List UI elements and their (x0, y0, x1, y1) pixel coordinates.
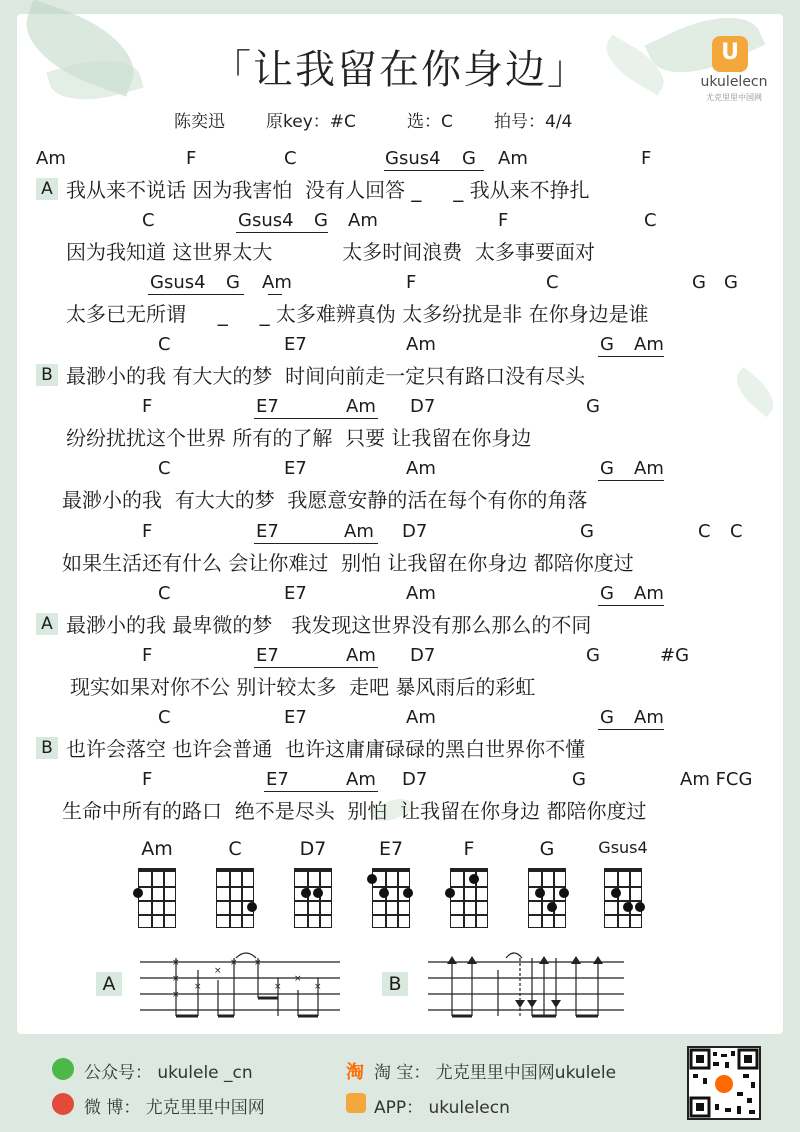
fret-line (529, 900, 565, 902)
finger-dot (635, 902, 645, 912)
finger-dot (559, 888, 569, 898)
svg-text:×: × (172, 974, 180, 984)
chord-label: Gsus4 (150, 272, 206, 293)
fret-line (605, 886, 641, 888)
chord-label: F (142, 396, 153, 417)
chord-underline (598, 480, 664, 481)
lyric-line: 最渺小的我 有大大的梦 时间向前走一定只有路口没有尽头 (66, 364, 586, 388)
chord-underline (598, 356, 664, 357)
weibo-icon (52, 1093, 74, 1115)
fret-line (451, 886, 487, 888)
finger-dot (469, 874, 479, 884)
brand-name: ukulelecn (700, 74, 768, 90)
chord-label: D7 (402, 769, 428, 790)
fret-line (373, 886, 409, 888)
chord-label: Am (406, 458, 436, 479)
svg-text:×: × (194, 982, 202, 992)
chord-diagram-g (528, 868, 566, 928)
chord-underline (254, 418, 378, 419)
fret-line (217, 900, 253, 902)
chord-underline (384, 170, 484, 171)
chord-label: Am (634, 334, 664, 355)
fret-line (217, 886, 253, 888)
fret-line (451, 900, 487, 902)
chord-label: G (724, 272, 738, 293)
chord-label: Am (498, 148, 528, 169)
chord-label: G (600, 583, 614, 604)
chord-diagram-name: C (228, 838, 242, 860)
chord-diagram-name: Am (141, 838, 173, 860)
chord-label: Am (346, 396, 376, 417)
taobao-store: 淘 宝： 尤克里里中国网ukulele (374, 1063, 617, 1083)
fret-line (139, 914, 175, 916)
chord-diagram-e7 (372, 868, 410, 928)
chord-label: E7 (284, 334, 307, 355)
chord-label: G (600, 458, 614, 479)
chord-label: C (730, 521, 743, 542)
lyric-line: 我从来不说话 因为我害怕 没有人回答 _ _ 我从来不挣扎 (66, 178, 590, 202)
chord-label: C (158, 458, 171, 479)
taobao-icon: 淘 (346, 1062, 364, 1083)
chord-label: G (580, 521, 594, 542)
chord-diagram-gsus4 (604, 868, 642, 928)
chord-label: F (498, 210, 509, 231)
lyric-line: 现实如果对你不公 别计较太多 走吧 暴风雨后的彩虹 (70, 675, 536, 699)
chord-label: Am (406, 707, 436, 728)
chord-label: Am (262, 272, 292, 293)
chord-label: C (158, 583, 171, 604)
chord-label: G (600, 334, 614, 355)
svg-text:×: × (214, 966, 222, 976)
fret-line (605, 914, 641, 916)
chord-label: Am (406, 583, 436, 604)
chord-label: F (641, 148, 652, 169)
fret-line (529, 886, 565, 888)
chord-diagram-name: F (463, 838, 475, 860)
chord-label: F (142, 521, 153, 542)
chord-label: Am (346, 769, 376, 790)
section-label: B (36, 364, 58, 386)
chord-label: Am (406, 334, 436, 355)
chord-label: C (142, 210, 155, 231)
chord-underline (598, 729, 664, 730)
fret-line (605, 900, 641, 902)
artist: 陈奕迅 (174, 112, 225, 132)
finger-dot (547, 902, 557, 912)
finger-dot (301, 888, 311, 898)
svg-text:×: × (314, 982, 322, 992)
lyric-line: 因为我知道 这世界太大 太多时间浪费 太多事要面对 (66, 240, 596, 264)
chord-diagram-f (450, 868, 488, 928)
brand-subtitle: 尤克里里中国网 (706, 93, 762, 102)
chord-label: D7 (410, 396, 436, 417)
logo-letter: U (721, 40, 739, 65)
chord-label: G (572, 769, 586, 790)
rhythm-label-b: B (382, 972, 408, 996)
fret-line (217, 914, 253, 916)
chord-label: #G (660, 645, 690, 666)
chord-underline (264, 791, 378, 792)
section-label: B (36, 737, 58, 759)
chord-label: G (314, 210, 328, 231)
rhythm-pattern-b (428, 950, 624, 1030)
chord-diagram-name: D7 (299, 838, 327, 860)
finger-dot (535, 888, 545, 898)
chord-label: G (586, 396, 600, 417)
chord-diagram-name: Gsus4 (598, 838, 648, 857)
svg-text:×: × (172, 958, 180, 968)
lyric-line: 也许会落空 也许会普通 也许这庸庸碌碌的黑白世界你不懂 (66, 737, 586, 761)
wechat-icon (52, 1058, 74, 1080)
chord-label: D7 (402, 521, 428, 542)
fret-line (373, 914, 409, 916)
chord-label: C (644, 210, 657, 231)
finger-dot (367, 874, 377, 884)
rhythm-pattern-a (140, 950, 340, 1030)
chord-label: C (158, 707, 171, 728)
original-key: 原key：#C (266, 112, 356, 132)
chord-underline (254, 543, 378, 544)
chord-label: E7 (256, 645, 279, 666)
svg-text:×: × (274, 982, 282, 992)
chord-label: E7 (256, 396, 279, 417)
chord-label: Am (344, 521, 374, 542)
finger-dot (133, 888, 143, 898)
fret-line (295, 900, 331, 902)
wechat-account: 公众号： ukulele _cn (84, 1063, 253, 1083)
svg-text:×: × (172, 990, 180, 1000)
weibo-account: 微 博： 尤克里里中国网 (84, 1098, 265, 1118)
chord-label: G (586, 645, 600, 666)
chord-label: Am (634, 707, 664, 728)
fret-line (295, 886, 331, 888)
chord-diagram-d7 (294, 868, 332, 928)
chord-diagram-am (138, 868, 176, 928)
chord-label: F (186, 148, 197, 169)
rhythm-label-a: A (96, 972, 122, 996)
finger-dot (445, 888, 455, 898)
finger-dot (611, 888, 621, 898)
chord-label: G (462, 148, 476, 169)
chord-label: F (142, 769, 153, 790)
chosen-key: 选：C (407, 112, 453, 132)
lyric-line: 如果生活还有什么 会让你难过 别怕 让我留在你身边 都陪你度过 (62, 551, 634, 575)
chord-diagram-name: E7 (378, 838, 404, 860)
chord-label: Am FCG (680, 769, 753, 790)
chord-underline (268, 294, 282, 295)
finger-dot (403, 888, 413, 898)
chord-label: G (226, 272, 240, 293)
app-icon (346, 1093, 366, 1113)
chord-underline (230, 294, 244, 295)
fret-line (529, 914, 565, 916)
fret-line (295, 914, 331, 916)
lyric-line: 最渺小的我 有大大的梦 我愿意安静的活在每个有你的角落 (62, 488, 588, 512)
chord-label: C (546, 272, 559, 293)
finger-dot (247, 902, 257, 912)
chord-label: D7 (410, 645, 436, 666)
time-signature: 拍号：4/4 (494, 112, 573, 132)
chord-label: C (698, 521, 711, 542)
chord-label: E7 (256, 521, 279, 542)
qr-code (687, 1046, 761, 1120)
chord-label: Am (634, 583, 664, 604)
chord-label: Am (348, 210, 378, 231)
chord-label: E7 (284, 707, 307, 728)
chord-label: Gsus4 (385, 148, 441, 169)
chord-label: F (142, 645, 153, 666)
svg-text:×: × (294, 974, 302, 984)
fret-line (139, 900, 175, 902)
chord-label: C (158, 334, 171, 355)
fret-line (373, 900, 409, 902)
chord-label: G (600, 707, 614, 728)
chord-label: Am (36, 148, 66, 169)
chord-underline (254, 667, 378, 668)
chord-diagram-c (216, 868, 254, 928)
section-label: A (36, 178, 58, 200)
chord-underline (598, 605, 664, 606)
chord-label: Am (634, 458, 664, 479)
lyric-line: 最渺小的我 最卑微的梦 我发现这世界没有那么那么的不同 (66, 613, 592, 637)
app-name: APP： ukulelecn (374, 1098, 510, 1118)
chord-label: Am (346, 645, 376, 666)
lyric-line: 太多已无所谓 _ _ 太多难辨真伪 太多纷扰是非 在你身边是谁 (66, 302, 649, 326)
song-title: 「让我留在你身边」 (211, 47, 589, 93)
fret-line (451, 914, 487, 916)
ukulelecn-logo (712, 36, 748, 72)
chord-underline (236, 232, 328, 233)
chord-label: F (406, 272, 417, 293)
finger-dot (379, 888, 389, 898)
chord-label: G (692, 272, 706, 293)
chord-label: E7 (284, 458, 307, 479)
lyric-line: 生命中所有的路口 绝不是尽头 别怕 让我留在你身边 都陪你度过 (62, 799, 647, 823)
lyric-line: 纷纷扰扰这个世界 所有的了解 只要 让我留在你身边 (66, 426, 532, 450)
chord-label: C (284, 148, 297, 169)
fret-line (139, 886, 175, 888)
chord-label: E7 (266, 769, 289, 790)
finger-dot (313, 888, 323, 898)
svg-text:×: × (230, 958, 238, 968)
chord-label: Gsus4 (238, 210, 294, 231)
section-label: A (36, 613, 58, 635)
svg-text:×: × (254, 958, 262, 968)
chord-label: E7 (284, 583, 307, 604)
chord-diagram-name: G (539, 838, 555, 860)
finger-dot (623, 902, 633, 912)
